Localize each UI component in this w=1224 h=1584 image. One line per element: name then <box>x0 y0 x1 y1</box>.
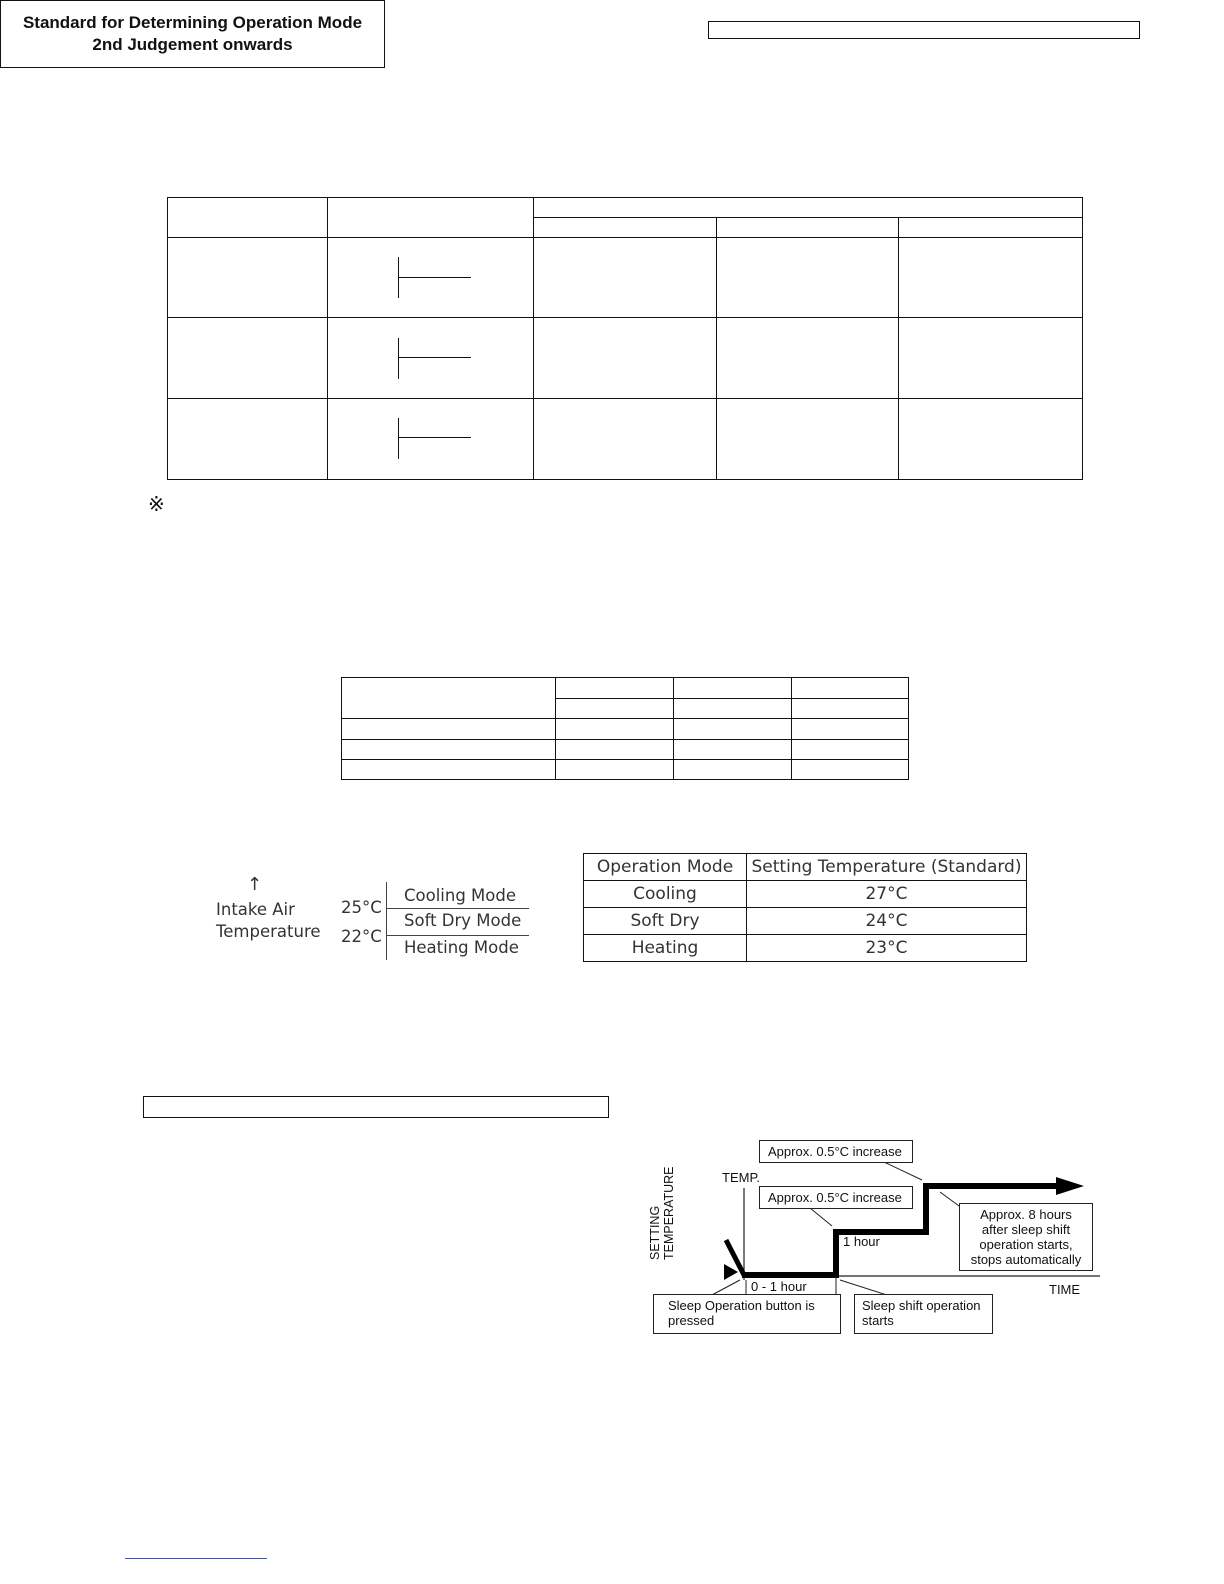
cell-mode: Soft Dry <box>584 908 747 935</box>
sleep-section-title-box <box>143 1096 609 1118</box>
temp-low-label: 22°C <box>341 927 382 946</box>
footer-link-line[interactable] <box>125 1558 267 1559</box>
zero-to-one-hour-label: 0 - 1 hour <box>751 1279 807 1294</box>
table-row <box>584 881 1027 908</box>
table-row <box>584 935 1027 962</box>
callout-button-pressed: Sleep Operation button is pressed <box>653 1294 841 1334</box>
callout-increase-top: Approx. 0.5°C increase <box>759 1140 913 1163</box>
note-symbol: ※ <box>148 492 165 516</box>
col-header-mode: Operation Mode <box>584 854 747 881</box>
section-title-box <box>0 0 385 68</box>
cell-temp: 24°C <box>747 908 1027 935</box>
mode-heating-label: Heating Mode <box>404 938 519 957</box>
intake-label-line1: Intake Air <box>216 900 295 919</box>
mode-cooling-label: Cooling Mode <box>404 886 517 905</box>
callout-eight-hours: Approx. 8 hours after sleep shift operation starts, stops automatically <box>959 1203 1093 1271</box>
one-hour-label: 1 hour <box>843 1234 880 1249</box>
intake-label-line2: Temperature <box>216 922 321 941</box>
time-axis-label: TIME <box>1049 1282 1081 1297</box>
col-header-temp: Setting Temperature (Standard) <box>747 854 1027 881</box>
temp-axis-label: TEMP. <box>722 1170 761 1185</box>
cell-mode: Cooling <box>584 881 747 908</box>
section-title-line2: 2nd Judgement onwards <box>92 35 293 54</box>
cell-temp: 27°C <box>747 881 1027 908</box>
y-axis-label-line1: SETTING <box>648 1205 662 1260</box>
cell-mode: Heating <box>584 935 747 962</box>
setting-temperature-table <box>583 853 1027 962</box>
callout-increase-mid: Approx. 0.5°C increase <box>759 1186 913 1209</box>
table-row <box>584 908 1027 935</box>
temp-high-label: 25°C <box>341 898 382 917</box>
page-header-box <box>708 21 1140 39</box>
up-arrow: ↑ <box>247 874 263 895</box>
section-title-line1: Standard for Determining Operation Mode <box>22 13 363 32</box>
y-axis-label <box>648 1150 676 1260</box>
table-row <box>584 854 1027 881</box>
callout-shift-starts: Sleep shift operation starts <box>854 1294 993 1334</box>
judgement-table-border <box>167 197 1083 480</box>
y-axis-label-line2: TEMPERATURE <box>662 1166 676 1260</box>
cell-temp: 23°C <box>747 935 1027 962</box>
mode-softdry-label: Soft Dry Mode <box>404 911 522 930</box>
